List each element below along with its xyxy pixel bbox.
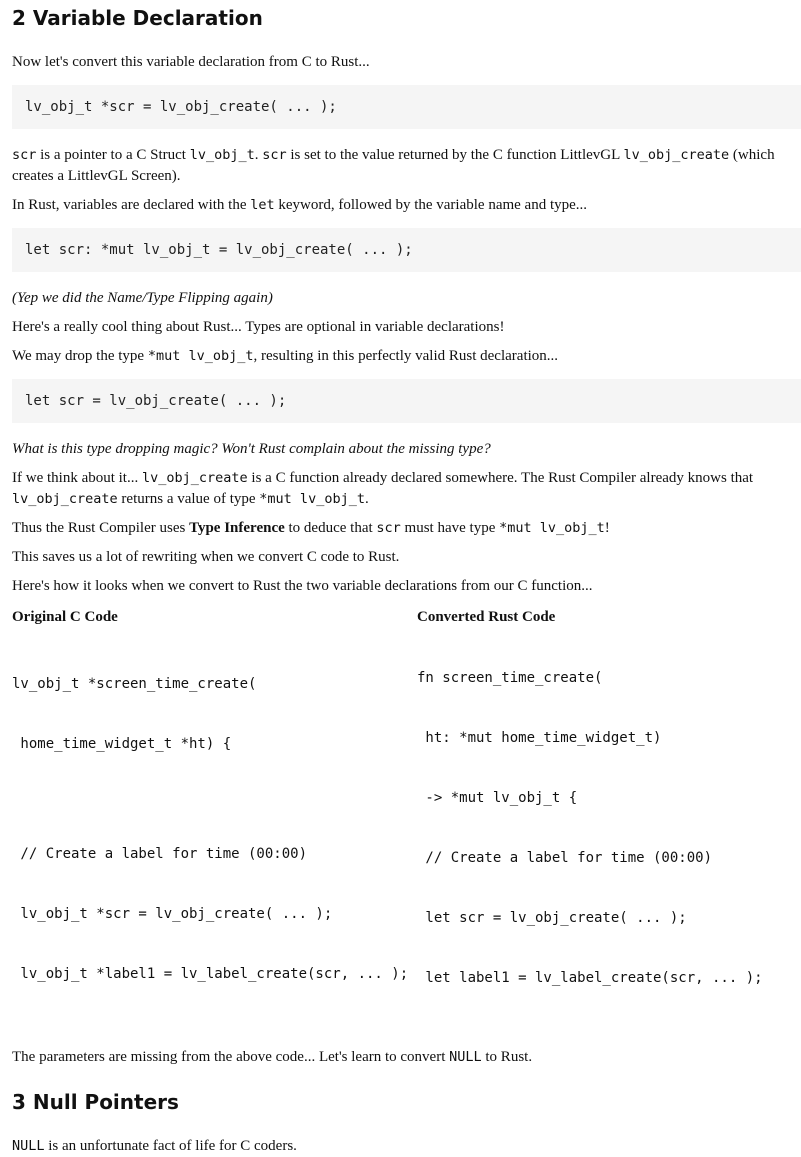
text: to deduce that bbox=[284, 520, 377, 536]
inline-code: *mut lv_obj_t bbox=[259, 491, 365, 507]
inline-code: lv_obj_create bbox=[623, 147, 730, 163]
code-line: let scr = lv_obj_create( ... ); bbox=[417, 910, 687, 926]
code-block-rust-typed: let scr: *mut lv_obj_t = lv_obj_create( ... ); bbox=[12, 228, 801, 272]
code-line: lv_obj_t *screen_time_create( bbox=[12, 676, 257, 692]
text: . bbox=[364, 491, 369, 507]
question-type-dropping bbox=[12, 439, 801, 460]
inline-code: scr bbox=[262, 147, 287, 163]
paragraph-how-it-looks: Here's how it looks when we convert to Rust the two variable declarations from our C function... bbox=[12, 578, 593, 594]
text: keyword, followed by the variable name and type... bbox=[274, 197, 588, 213]
text: must have type bbox=[400, 520, 500, 536]
text: The parameters are missing from the above code... Let's learn to convert bbox=[12, 1049, 450, 1065]
inline-code: *mut lv_obj_t bbox=[499, 520, 605, 536]
code-line: let label1 = lv_label_create(scr, ... ); bbox=[417, 970, 763, 986]
code-block-rust-inferred: let scr = lv_obj_create( ... ); bbox=[12, 379, 801, 423]
text: is a C function already declared somewhere. The Rust Compiler already knows that bbox=[247, 470, 754, 486]
text: (which creates a LittlevGL Screen). bbox=[12, 147, 775, 184]
paragraph-type-inference bbox=[12, 518, 801, 539]
text: is set to the value returned by the C function LittlevGL bbox=[286, 147, 624, 163]
note-name-type-flipping bbox=[12, 288, 801, 309]
inline-code: NULL bbox=[449, 1049, 482, 1065]
text: ! bbox=[604, 520, 610, 536]
inline-code: NULL bbox=[12, 1138, 45, 1154]
paragraph-types-optional: Here's a really cool thing about Rust... Types are optional in variable declarations! bbox=[12, 319, 505, 335]
intro-paragraph: Now let's convert this variable declaration from C to Rust... bbox=[12, 54, 370, 70]
code-line: lv_obj_t *scr = lv_obj_create( ... ); bbox=[12, 906, 333, 922]
italic-text: (Yep we did the Name/Type Flipping again) bbox=[12, 290, 273, 306]
section-heading-variable-declaration: 2 Variable Declaration bbox=[12, 6, 263, 30]
code-comparison bbox=[12, 607, 801, 1028]
code-line: ht: *mut home_time_widget_t) bbox=[417, 730, 662, 746]
paragraph-saves-rewriting: This saves us a lot of rewriting when we convert C code to Rust. bbox=[12, 549, 400, 565]
text: is an unfortunate fact of life for C coders. bbox=[44, 1138, 297, 1154]
inline-code: scr bbox=[376, 520, 401, 536]
italic-text: What is this type dropping magic? Won't Rust complain about the missing type? bbox=[12, 441, 491, 457]
text: to Rust. bbox=[481, 1049, 533, 1065]
paragraph-scr-pointer bbox=[12, 145, 801, 187]
converted-rust-code bbox=[417, 628, 801, 1028]
paragraph-compiler-knows bbox=[12, 468, 801, 510]
inline-code: let bbox=[250, 197, 275, 213]
inline-code: *mut lv_obj_t bbox=[147, 348, 254, 364]
section-heading-null-pointers: 3 Null Pointers bbox=[12, 1090, 179, 1114]
text: If we think about it... bbox=[12, 470, 142, 486]
text: returns a value of type bbox=[117, 491, 260, 507]
code-line: // Create a label for time (00:00) bbox=[12, 846, 308, 862]
inline-code: lv_obj_create bbox=[141, 470, 248, 486]
inline-code: scr bbox=[12, 147, 37, 163]
original-c-title: Original C Code bbox=[12, 609, 118, 625]
original-c-code-signature bbox=[12, 634, 417, 794]
original-c-code-body bbox=[12, 804, 417, 1024]
inline-code: lv_obj_create bbox=[12, 491, 118, 507]
text: Thus the Rust Compiler uses bbox=[12, 520, 190, 536]
bold-term: Type Inference bbox=[189, 520, 285, 536]
text: , resulting in this perfectly valid Rust declaration... bbox=[253, 348, 559, 364]
code-line: lv_obj_t *label1 = lv_label_create(scr, ... ); bbox=[12, 966, 409, 982]
text: . bbox=[254, 147, 263, 163]
code-line: home_time_widget_t *ht) { bbox=[12, 736, 232, 752]
original-c-column bbox=[12, 607, 417, 1028]
paragraph-parameters-missing bbox=[12, 1047, 801, 1068]
inline-code: lv_obj_t bbox=[189, 147, 255, 163]
code-block-c-declaration: lv_obj_t *scr = lv_obj_create( ... ); bbox=[12, 85, 801, 129]
converted-rust-title: Converted Rust Code bbox=[417, 609, 556, 625]
paragraph-drop-type bbox=[12, 346, 801, 367]
converted-rust-column bbox=[417, 607, 801, 1028]
code-line: // Create a label for time (00:00) bbox=[417, 850, 713, 866]
text: We may drop the type bbox=[12, 348, 148, 364]
text: is a pointer to a C Struct bbox=[36, 147, 190, 163]
code-line: -> *mut lv_obj_t { bbox=[417, 790, 578, 806]
paragraph-null-fact bbox=[12, 1136, 801, 1157]
paragraph-let-keyword bbox=[12, 195, 801, 216]
code-line: fn screen_time_create( bbox=[417, 670, 603, 686]
text: In Rust, variables are declared with the bbox=[12, 197, 251, 213]
